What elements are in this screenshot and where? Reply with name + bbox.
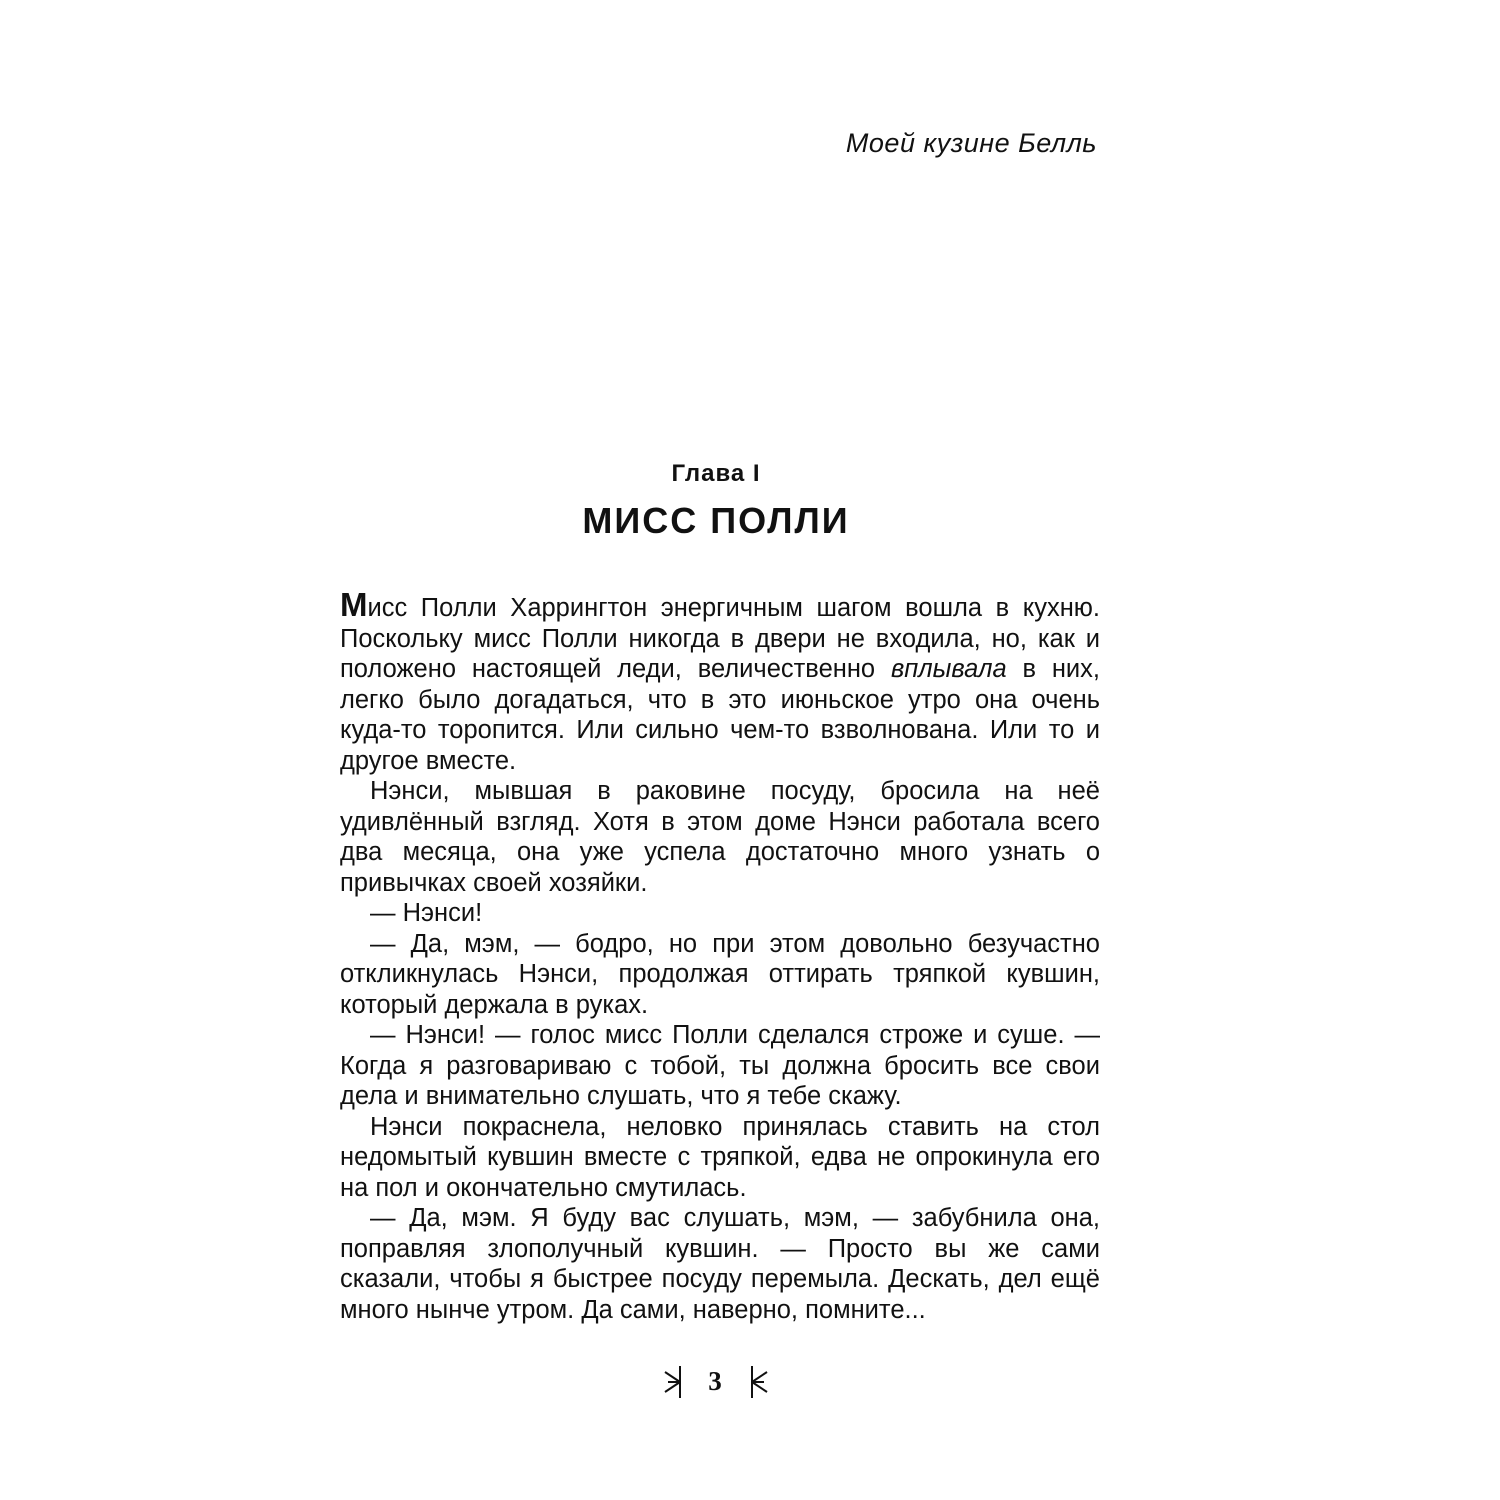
paragraph: — Да, мэм. Я буду вас слушать, мэм, — забубнила она, поправляя злополучный кувшин. — Просто вы же сами сказали, чтобы я быстрее посуду перемыла. Дескать, дел ещё много нынче утром. Да сами, наверно, помните... bbox=[340, 1204, 1100, 1324]
page-folio bbox=[660, 1362, 780, 1402]
paragraph: — Да, мэм, — бодро, но при этом довольно безучастно откликнулась Нэнси, продолжая оттирать тряпкой кувшин, который держала в руках. bbox=[340, 929, 1100, 1019]
paragraph-text: в них, легко было догадаться, что в это июньское утро она очень куда-то торопится. Или сильно чем-то взволнована. Или то и другое вместе. bbox=[340, 655, 1100, 775]
chapter-label: Глава I bbox=[671, 460, 761, 487]
body-text bbox=[340, 586, 1100, 1325]
dedication: Моей кузине Белль bbox=[845, 128, 1097, 158]
paragraph: — Нэнси! — голос мисс Полли сделался строже и суше. — Когда я разговариваю с тобой, ты должна бросить все свои дела и внимательно слушать, что я тебе скажу. bbox=[340, 1021, 1100, 1110]
paragraph bbox=[340, 586, 1100, 776]
paragraph: — Нэнси! bbox=[370, 899, 483, 927]
right-ornament-icon bbox=[746, 1364, 770, 1400]
paragraph: Нэнси покраснела, неловко принялась ставить на стол недомытый кувшин вместе с тряпкой, едва не опрокинула его на пол и окончательно смутилась. bbox=[340, 1112, 1100, 1202]
drop-cap: М bbox=[340, 586, 368, 623]
chapter-title: МИСС ПОЛЛИ bbox=[582, 500, 850, 541]
paragraph-text: исс Полли Харрингтон энергичным шагом вошла в кухню. Поскольку мисс Полли никогда в двери не входила, но, как и положено настоящей леди, величественно bbox=[340, 594, 1100, 683]
page-number: 3 bbox=[708, 1366, 722, 1396]
paragraph: Нэнси, мывшая в раковине посуду, бросила на неё удивлённый взгляд. Хотя в этом доме Нэнси работала всего два месяца, она уже успела достаточно много узнать о привычках своей хозяйки. bbox=[340, 777, 1100, 897]
emphasis-word: вплывала bbox=[890, 655, 1007, 683]
